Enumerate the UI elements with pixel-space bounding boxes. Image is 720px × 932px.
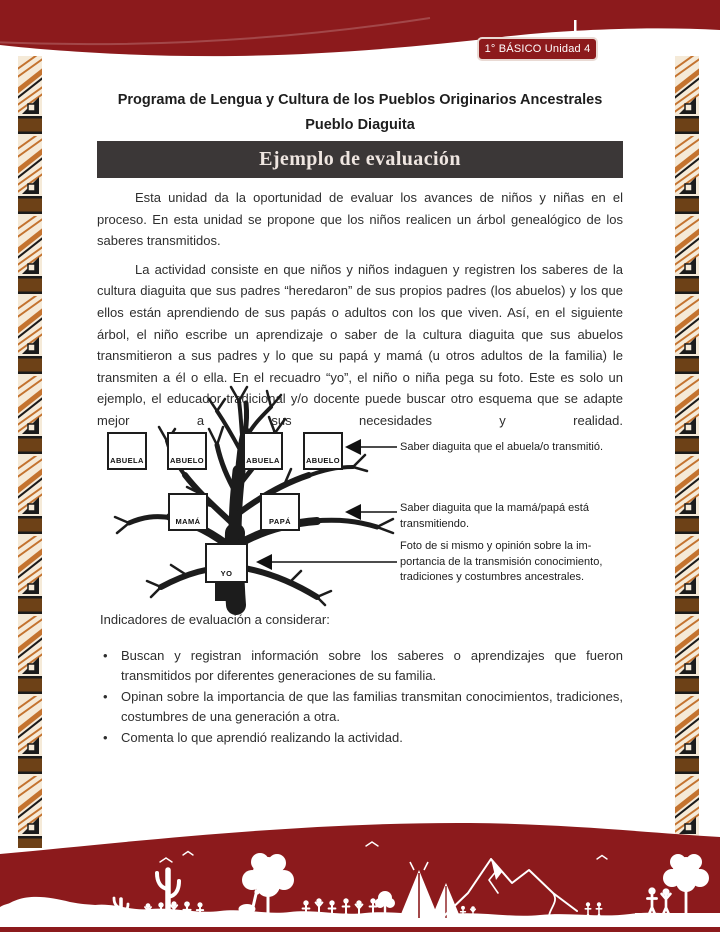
unit-badge [477, 37, 598, 61]
page-title [97, 88, 623, 138]
tree-box-yo [205, 543, 248, 583]
tree-box-label: ABUELO [169, 456, 205, 465]
tree-box-papa [260, 493, 300, 531]
annotation-self [400, 539, 638, 586]
tree-box-label: PAPÁ [269, 517, 291, 526]
tree-box-abuela-1 [107, 432, 147, 470]
tree-box-label: MAMÁ [175, 517, 201, 526]
indicator-item: • Comenta lo que aprendió realizando la actividad. [100, 728, 623, 748]
annotation-grandparents [400, 440, 638, 456]
annotation-line: Saber diaguita que el abuela/o transmitió. [400, 441, 604, 453]
top-band-decoration [0, 0, 720, 60]
annotation-line: Foto de si mismo y opinión sobre la im- [400, 540, 592, 552]
annotation-line: Saber diaguita que la mamá/papá está [400, 502, 589, 514]
indicator-item: • Opinan sobre la importancia de que las familias transmitan conocimientos, tradiciones, costumbres de una generación a otra. [100, 687, 623, 727]
unit-badge-label: 1° BÁSICO Unidad 4 [484, 43, 591, 55]
bottom-landscape-illustration [0, 810, 720, 932]
textile-border-right [675, 56, 699, 848]
indicator-item: • Buscan y registran información sobre los saberes o aprendizajes que fueron transmitidos por diferentes generaciones de su familia. [100, 646, 623, 686]
textile-border-left [18, 56, 42, 848]
annotation-line: portancia de la transmisión conocimiento, [400, 555, 603, 568]
tree-box-label: ABUELO [305, 456, 341, 465]
top-band-wave [0, 0, 720, 60]
indicator-list [100, 646, 623, 749]
annotation-line: tradiciones y costumbres ancestrales. [400, 571, 585, 583]
family-tree-diagram [95, 375, 640, 613]
page-title-line1: Programa de Lengua y Cultura de los Pueblos Originarios Ancestrales [117, 92, 603, 108]
paragraph-1: Esta unidad da la oportunidad de evaluar los avances de niños y niñas en el proceso. En esta unidad se propone que los niños realicen un árbol genealógico de los saberes transmitidos. [97, 190, 623, 249]
tree-box-label: ABUELA [110, 456, 144, 465]
annotation-parents [400, 501, 638, 532]
tree-box-mama [168, 493, 208, 531]
section-banner-label: Ejemplo de evaluación [259, 148, 461, 170]
tree-box-abuelo-2 [303, 432, 343, 470]
indicators-heading: Indicadores de evaluación a considerar: [100, 612, 330, 627]
tree-box-label: ABUELA [246, 456, 280, 465]
tree-box-abuela-2 [243, 432, 283, 470]
tree-box-abuelo-1 [167, 432, 207, 470]
family-tree-illustration [95, 375, 405, 615]
section-banner [97, 141, 623, 178]
annotation-line: transmitiendo. [400, 517, 470, 530]
tree-box-label: YO [220, 569, 233, 578]
paragraph-2: La actividad consiste en que niños y niños indaguen y registren los saberes de la cultura diaguita que sus padres “heredaron” de sus propios padres (los abuelos) y los que ellos están aprendiendo de sus papás o adultos con los que viven. Así, en el siguiente árbol, el niño escribe un aprendizaje o saber de la cultura diaguita que sus abuelos transmitieron a sus padres y lo que su papá y mamá (u otros adultos de la familia) le transmiten a él o ella. En el recuadro “yo”, el niño o niña pega su foto. Este es solo un ejemplo, el educador tradicional y/o docente puede buscar otro esquema que se adapte mejor a sus necesidades y realidad. [97, 261, 623, 428]
page-title-line2: Pueblo Diaguita [305, 117, 415, 133]
